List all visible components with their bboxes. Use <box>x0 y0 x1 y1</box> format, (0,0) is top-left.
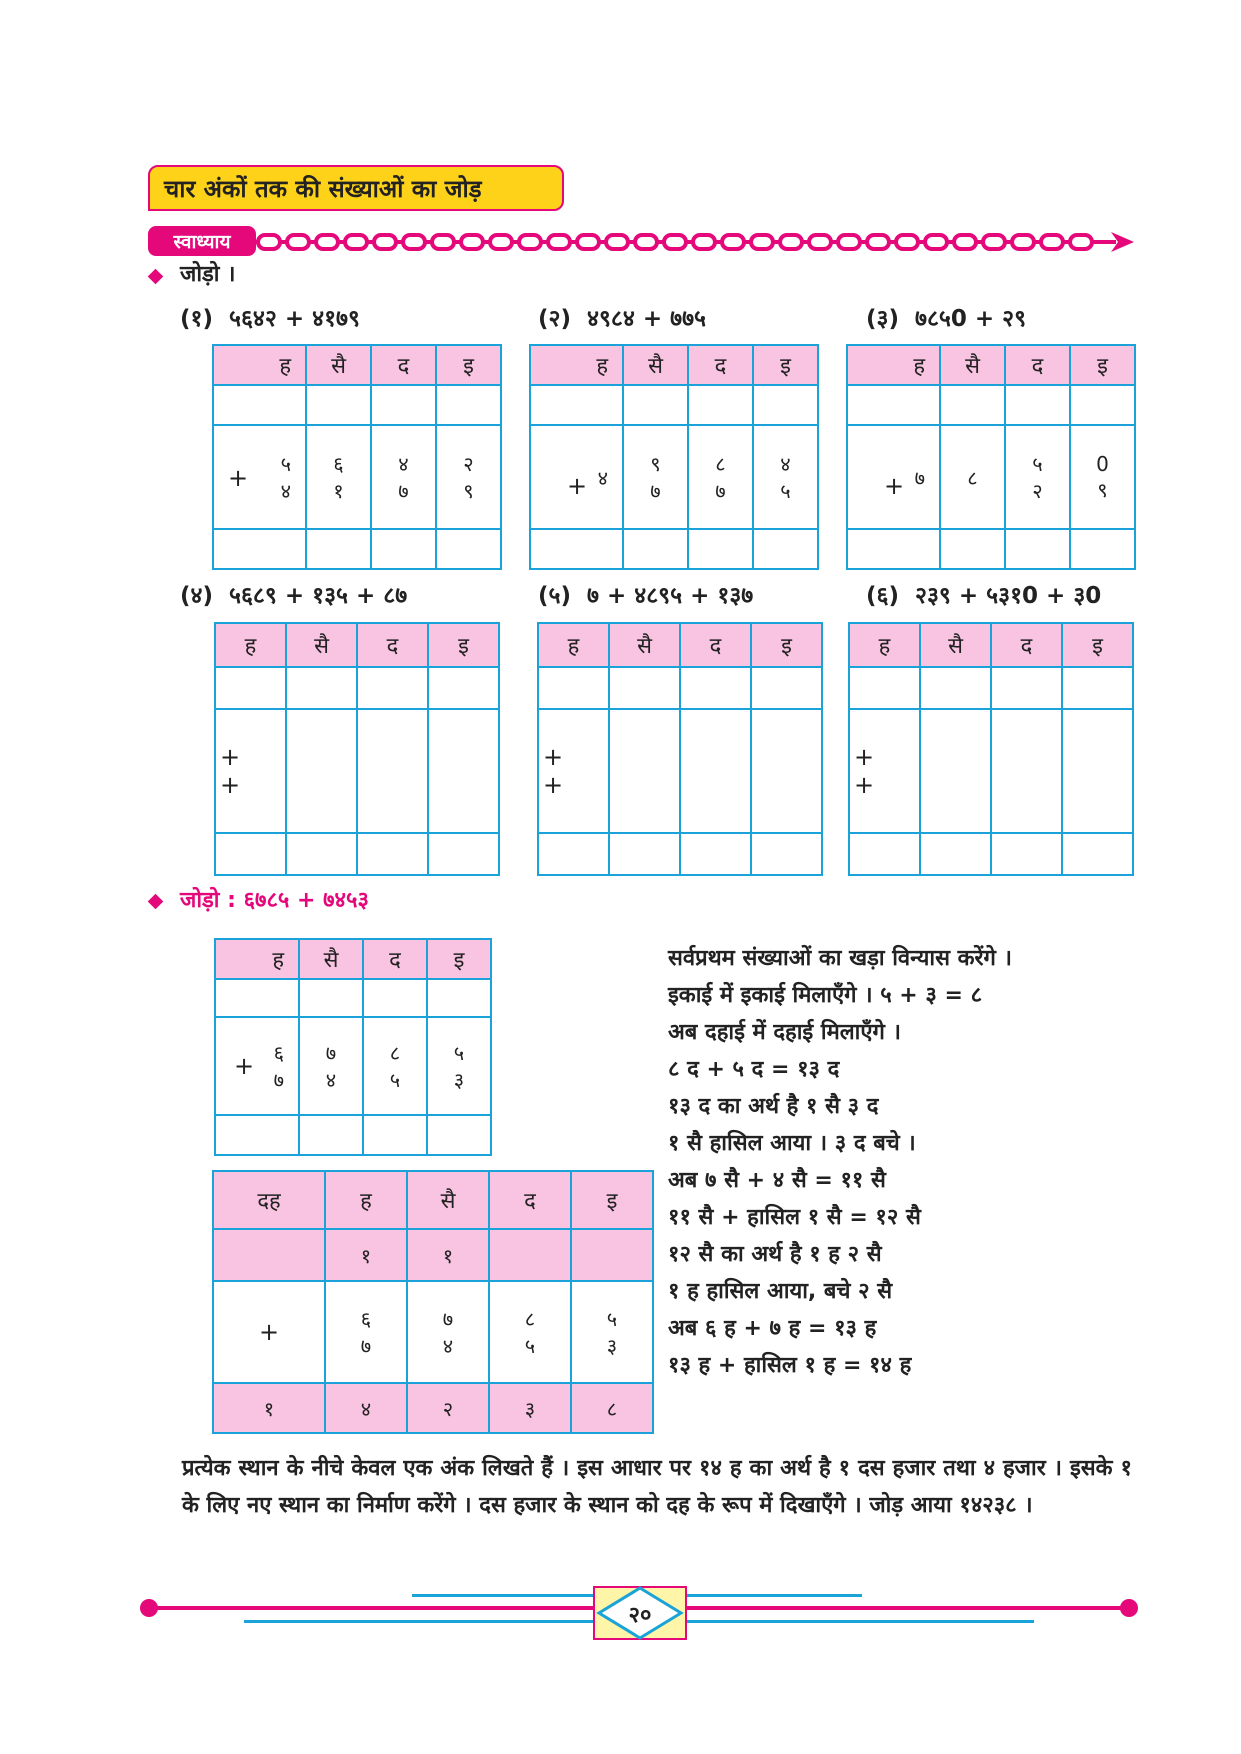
carry-cell[interactable] <box>530 385 623 425</box>
exercise-instruction: जोड़ो । <box>180 262 236 287</box>
digit-cell <box>213 425 306 529</box>
digit: ५ <box>606 1307 618 1331</box>
operand-cell[interactable] <box>1062 709 1133 833</box>
carry-cell[interactable] <box>991 667 1062 709</box>
explanation-line: अब दहाई में दहाई मिलाएँगे । <box>668 1020 901 1045</box>
digit: ७ <box>442 1307 454 1331</box>
carry-cell[interactable] <box>357 667 428 709</box>
grid-problem-1 <box>212 344 502 570</box>
grid-problem-6 <box>848 622 1134 876</box>
header-sai: सै <box>286 623 357 667</box>
carry-cell[interactable] <box>680 667 751 709</box>
digit-cell <box>363 1017 427 1115</box>
operand-cell[interactable] <box>428 709 499 833</box>
header-dah: दह <box>213 1171 325 1229</box>
problem-5-expr: ७ + ४८९५ + १३७ <box>587 583 754 609</box>
answer-cell[interactable] <box>436 529 501 569</box>
digit: ७ <box>325 1041 337 1065</box>
operand-cell[interactable] <box>538 709 609 833</box>
chain-link <box>374 235 396 249</box>
carry-cell <box>427 979 491 1017</box>
problem-5-label: (५) <box>538 583 571 609</box>
answer-cell[interactable] <box>1070 529 1135 569</box>
chain-link <box>432 235 454 249</box>
digit-cell <box>1005 425 1070 529</box>
header-h: ह <box>849 623 920 667</box>
carry-cell: १ <box>325 1229 407 1281</box>
problem-1 <box>180 301 360 333</box>
sum-cell: १ <box>213 1383 325 1433</box>
digit: ९ <box>463 479 474 503</box>
problem-3 <box>866 301 1026 333</box>
plus-sign: + <box>854 771 875 799</box>
carry-cell[interactable] <box>1070 385 1135 425</box>
chain-link <box>461 235 483 249</box>
chain-link <box>722 235 744 249</box>
digit: ९ <box>1097 477 1108 502</box>
grid-problem-3 <box>846 344 1136 570</box>
explanation <box>668 940 1012 1384</box>
explanation-line: १२ सै का अर्थ है १ ह २ सै <box>668 1242 882 1267</box>
explanation-line: अब ७ सै + ४ सै = ११ सै <box>668 1168 886 1193</box>
problem-4 <box>180 578 407 610</box>
header-h: ह <box>538 623 609 667</box>
digit: ६ <box>360 1307 372 1331</box>
header-d: द <box>357 623 428 667</box>
plus-sign: + <box>220 771 241 799</box>
carry-cell[interactable] <box>215 667 286 709</box>
digit: ७ <box>273 1068 284 1092</box>
chain-link <box>693 235 715 249</box>
chain-link <box>954 235 976 249</box>
header-i: इ <box>427 939 491 979</box>
problem-1-expr: ५६४२ + ४१७९ <box>229 306 360 332</box>
example-instruction: जोड़ो : ६७८५ + ७४५३ <box>180 888 369 913</box>
answer-cell[interactable] <box>609 833 680 875</box>
example-big-grid <box>212 1170 654 1434</box>
chain-link <box>1041 235 1063 249</box>
chain-link <box>287 235 309 249</box>
digit: ५ <box>389 1068 401 1092</box>
explanation-line: इकाई में इकाई मिलाएँगे । ५ + ३ = ८ <box>668 983 983 1008</box>
digit: ५ <box>524 1334 536 1358</box>
answer-cell[interactable] <box>428 833 499 875</box>
answer-cell <box>363 1115 427 1155</box>
digit: ७ <box>914 465 925 490</box>
grid-problem-5 <box>537 622 823 876</box>
header-sai: सै <box>306 345 371 385</box>
operand-cell[interactable] <box>609 709 680 833</box>
explanation-line: ८ द + ५ द = १३ द <box>668 1057 840 1082</box>
carry-cell <box>299 979 363 1017</box>
carry-cell <box>363 979 427 1017</box>
header-h: ह <box>847 345 940 385</box>
page-number: २० <box>628 1603 652 1628</box>
grid-problem-2 <box>529 344 819 570</box>
chain-link <box>867 235 889 249</box>
operand-cell[interactable] <box>680 709 751 833</box>
chain-link <box>664 235 686 249</box>
answer-cell[interactable] <box>849 833 920 875</box>
plus-sign: + <box>884 472 905 500</box>
summary-paragraph: प्रत्येक स्थान के नीचे केवल एक अंक लिखते हैं । इस आधार पर १४ ह का अर्थ है १ दस हजार तथा ४ हजार । इसके १ के लिए नए स्थान का निर्माण करेंगे । दस हजार के स्थान को दह के रूप में दिखाएँगे । जोड़ आया १४२३८ । <box>182 1456 1132 1518</box>
digit: ७ <box>715 479 726 503</box>
sum-cell: २ <box>407 1383 489 1433</box>
header-i: इ <box>436 345 501 385</box>
header-i: इ <box>1062 623 1133 667</box>
chain-link <box>925 235 947 249</box>
answer-cell[interactable] <box>213 529 306 569</box>
header-d: द <box>1005 345 1070 385</box>
explanation-line: १३ ह + हासिल १ ह = १४ ह <box>668 1353 912 1378</box>
header-sai: सै <box>609 623 680 667</box>
answer-cell[interactable] <box>623 529 688 569</box>
plus-sign: + <box>543 743 564 771</box>
header-h: ह <box>215 623 286 667</box>
explanation-line: ११ सै + हासिल १ सै = १२ सै <box>668 1205 921 1230</box>
answer-cell[interactable] <box>753 529 818 569</box>
decorative-chain <box>256 228 1136 256</box>
digit: 0 <box>1096 451 1109 476</box>
plus-sign: + <box>854 743 875 771</box>
header-sai: सै <box>623 345 688 385</box>
digit-cell <box>571 1281 653 1383</box>
plus-sign: + <box>234 1052 255 1080</box>
carry-cell <box>213 1229 325 1281</box>
digit: ८ <box>389 1041 401 1065</box>
digit-cell <box>306 425 371 529</box>
sum-cell: ८ <box>571 1383 653 1433</box>
explanation-line: १३ द का अर्थ है १ सै ३ द <box>668 1094 879 1119</box>
carry-cell[interactable] <box>688 385 753 425</box>
digit: ४ <box>442 1334 454 1358</box>
digit: २ <box>463 452 474 476</box>
operand-cell[interactable] <box>849 709 920 833</box>
chain-link <box>751 235 773 249</box>
digit: ३ <box>453 1068 465 1092</box>
answer-cell[interactable] <box>530 529 623 569</box>
chain-link <box>838 235 860 249</box>
carry-cell[interactable] <box>213 385 306 425</box>
answer-cell[interactable] <box>751 833 822 875</box>
problem-6-expr: २३९ + ५३१0 + ३0 <box>915 583 1102 609</box>
digit-cell <box>407 1281 489 1383</box>
carry-cell <box>489 1229 571 1281</box>
explanation-line: १ सै हासिल आया । ३ द बचे । <box>668 1131 916 1156</box>
chain-link <box>316 235 338 249</box>
header-h: ह <box>215 939 299 979</box>
carry-cell[interactable] <box>940 385 1005 425</box>
digit: ५ <box>1032 452 1043 476</box>
answer-cell <box>299 1115 363 1155</box>
answer-cell[interactable] <box>1005 529 1070 569</box>
problem-6 <box>866 578 1101 610</box>
problem-3-label: (३) <box>866 306 899 332</box>
digit-cell <box>436 425 501 529</box>
header-h: ह <box>213 345 306 385</box>
chain-link <box>635 235 657 249</box>
grid-problem-4 <box>214 622 500 876</box>
header-d: द <box>688 345 753 385</box>
header-h: ह <box>530 345 623 385</box>
chain-link <box>519 235 541 249</box>
carry-cell[interactable] <box>751 667 822 709</box>
digit-cell <box>623 425 688 529</box>
answer-cell[interactable] <box>991 833 1062 875</box>
carry-cell[interactable] <box>306 385 371 425</box>
digit: ६ <box>333 452 344 476</box>
sum-cell: ३ <box>489 1383 571 1433</box>
digit-cell <box>753 425 818 529</box>
chain-link <box>809 235 831 249</box>
plus-sign: + <box>543 771 564 799</box>
problem-3-expr: ७८५0 + २९ <box>915 306 1027 332</box>
carry-cell[interactable] <box>371 385 436 425</box>
carry-cell[interactable] <box>1062 667 1133 709</box>
answer-cell[interactable] <box>847 529 940 569</box>
explanation-line: १ ह हासिल आया, बचे २ सै <box>668 1279 893 1304</box>
carry-cell[interactable] <box>623 385 688 425</box>
answer-cell[interactable] <box>920 833 991 875</box>
plus-sign: + <box>228 464 249 492</box>
digit: ६ <box>273 1041 284 1065</box>
problem-5 <box>538 578 753 610</box>
answer-cell[interactable] <box>286 833 357 875</box>
carry-cell[interactable] <box>920 667 991 709</box>
operand-cell[interactable] <box>286 709 357 833</box>
example-small-grid <box>214 938 492 1156</box>
problem-2-expr: ४९८४ + ७७५ <box>587 306 707 332</box>
digit: ८ <box>524 1307 536 1331</box>
header-d: द <box>489 1171 571 1229</box>
chapter-title-text: चार अंकों तक की संख्याओं का जोड़ <box>164 174 482 203</box>
chain-link <box>606 235 628 249</box>
digit: ५ <box>453 1041 465 1065</box>
answer-cell <box>427 1115 491 1155</box>
answer-cell[interactable] <box>215 833 286 875</box>
digit: ७ <box>360 1334 372 1358</box>
carry-cell[interactable] <box>1005 385 1070 425</box>
header-i: इ <box>571 1171 653 1229</box>
digit-cell <box>530 425 623 529</box>
chain-link <box>258 235 280 249</box>
digit: ७ <box>398 479 409 503</box>
carry-cell[interactable] <box>847 385 940 425</box>
answer-cell[interactable] <box>538 833 609 875</box>
problem-2 <box>538 301 706 333</box>
footer-dot-right <box>1120 1599 1138 1617</box>
plus-sign: + <box>220 743 241 771</box>
answer-cell[interactable] <box>940 529 1005 569</box>
answer-cell[interactable] <box>306 529 371 569</box>
answer-cell[interactable] <box>371 529 436 569</box>
operand-cell[interactable] <box>215 709 286 833</box>
digit: ८ <box>967 465 978 490</box>
chain-link <box>983 235 1005 249</box>
digit: ८ <box>715 452 726 476</box>
header-h: ह <box>325 1171 407 1229</box>
answer-cell[interactable] <box>357 833 428 875</box>
header-d: द <box>363 939 427 979</box>
header-sai: सै <box>920 623 991 667</box>
chain-link <box>345 235 367 249</box>
header-sai: सै <box>407 1171 489 1229</box>
chapter-title <box>148 165 564 211</box>
digit-cell <box>325 1281 407 1383</box>
digit: ५ <box>780 479 791 503</box>
self-study-tag: स्वाध्याय <box>148 226 256 256</box>
problem-4-expr: ५६८९ + १३५ + ८७ <box>229 583 408 609</box>
problem-4-label: (४) <box>180 583 213 609</box>
digit: ४ <box>280 479 291 503</box>
chain-link <box>1012 235 1034 249</box>
digit: ३ <box>606 1334 618 1358</box>
digit: ९ <box>650 452 661 476</box>
chain-link <box>548 235 570 249</box>
explanation-line: सर्वप्रथम संख्याओं का खड़ा विन्यास करेंगे । <box>668 946 1012 971</box>
chain-link <box>577 235 599 249</box>
carry-cell[interactable] <box>753 385 818 425</box>
problem-6-label: (६) <box>866 583 899 609</box>
digit-cell <box>940 425 1005 529</box>
sum-cell: ४ <box>325 1383 407 1433</box>
carry-cell[interactable] <box>428 667 499 709</box>
header-i: इ <box>753 345 818 385</box>
digit: ४ <box>780 452 791 476</box>
answer-cell[interactable] <box>1062 833 1133 875</box>
carry-cell: १ <box>407 1229 489 1281</box>
digit-cell <box>427 1017 491 1115</box>
explanation-line: अब ६ ह + ७ ह = १३ ह <box>668 1316 877 1341</box>
footer-dot-left <box>140 1599 158 1617</box>
operand-cell[interactable] <box>357 709 428 833</box>
chain-link <box>403 235 425 249</box>
operand-cell[interactable] <box>920 709 991 833</box>
digit: ४ <box>398 452 409 476</box>
header-d: द <box>371 345 436 385</box>
answer-cell[interactable] <box>688 529 753 569</box>
bullet-icon <box>148 894 164 910</box>
digit-cell <box>489 1281 571 1383</box>
carry-cell[interactable] <box>538 667 609 709</box>
digit: २ <box>1032 479 1043 503</box>
carry-cell[interactable] <box>849 667 920 709</box>
header-sai: सै <box>299 939 363 979</box>
digit-cell <box>847 425 940 529</box>
plus-sign: + <box>567 472 588 500</box>
digit-cell <box>371 425 436 529</box>
answer-cell <box>215 1115 299 1155</box>
chain-link <box>490 235 512 249</box>
chain-link <box>1070 235 1092 249</box>
carry-cell[interactable] <box>286 667 357 709</box>
header-i: इ <box>428 623 499 667</box>
chain-link <box>780 235 802 249</box>
digit: १ <box>333 479 344 503</box>
carry-cell <box>215 979 299 1017</box>
plus-sign: + <box>213 1281 325 1383</box>
header-i: इ <box>751 623 822 667</box>
answer-cell[interactable] <box>680 833 751 875</box>
digit: ५ <box>280 452 291 476</box>
problem-2-label: (२) <box>538 306 571 332</box>
digit: ७ <box>650 479 661 503</box>
header-sai: सै <box>940 345 1005 385</box>
carry-cell[interactable] <box>436 385 501 425</box>
chain-link <box>896 235 918 249</box>
digit-cell <box>688 425 753 529</box>
digit-cell <box>1070 425 1135 529</box>
digit: ४ <box>325 1068 337 1092</box>
operand-cell[interactable] <box>751 709 822 833</box>
carry-cell <box>571 1229 653 1281</box>
carry-cell[interactable] <box>609 667 680 709</box>
operand-cell[interactable] <box>991 709 1062 833</box>
header-d: द <box>680 623 751 667</box>
bullet-icon <box>148 269 164 285</box>
digit: ४ <box>597 465 608 490</box>
header-i: इ <box>1070 345 1135 385</box>
header-d: द <box>991 623 1062 667</box>
digit-cell <box>299 1017 363 1115</box>
problem-1-label: (१) <box>180 306 213 332</box>
digit-cell <box>215 1017 299 1115</box>
